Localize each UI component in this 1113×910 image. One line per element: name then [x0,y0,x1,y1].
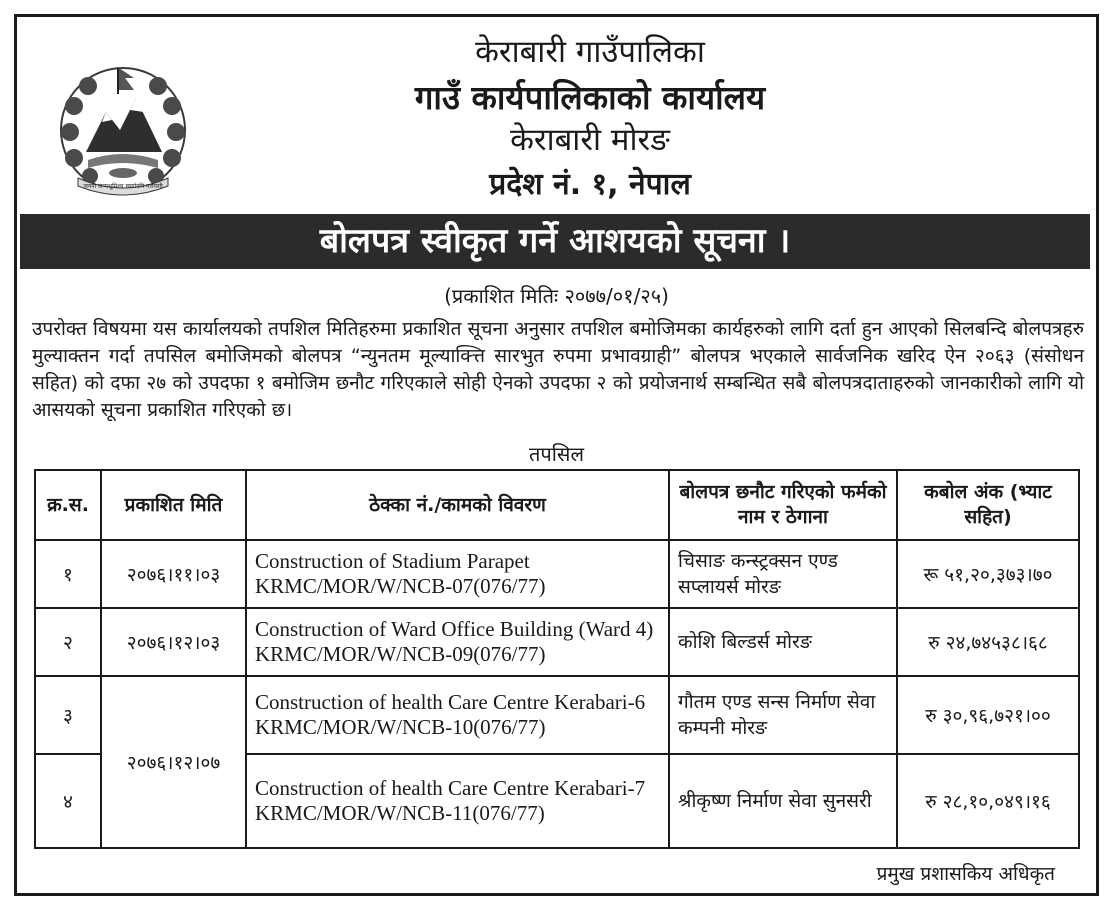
svg-text:जननी जन्मभूमिश्च स्वर्गादपि गर: जननी जन्मभूमिश्च स्वर्गादपि गरीयसी [83,183,163,190]
row-amount: रू ५१,२०,३७३।७० [897,540,1079,608]
table-header-row [35,470,1079,540]
office-name: गाउँ कार्यपालिकाको कार्यालय [414,78,766,117]
row-firm: गौतम एण्ड सन्स निर्माण सेवा कम्पनी मोरङ [669,676,897,754]
table-row [35,540,1079,608]
row-contract: Construction of Ward Office Building (Ward 4) KRMC/MOR/W/NCB-09(076/77) [246,608,669,676]
row-date: २०७६।१२।०३ [101,608,246,676]
header-firm: बोलपत्र छनौट गरिएको फर्मको नाम र ठेगाना [669,470,897,540]
row-contract: Construction of health Care Centre Kerabari-7 KRMC/MOR/W/NCB-11(076/77) [246,754,669,848]
row-date: २०७६।११।०३ [101,540,246,608]
table-row [35,676,1079,754]
row-sn: २ [35,608,101,676]
row-firm: कोशि बिल्डर्स मोरङ [669,608,897,676]
row-contract: Construction of health Care Centre Kerabari-6 KRMC/MOR/W/NCB-10(076/77) [246,676,669,754]
nepal-emblem-icon [48,60,198,200]
table-row [35,608,1079,676]
signatory-title: प्रमुख प्रशासकिय अधिकृत [876,863,1055,885]
row-sn: ३ [35,676,101,754]
header-amount: कबोल अंक (भ्याट सहित) [897,470,1079,540]
header-date: प्रकाशित मिति [101,470,246,540]
row-contract: Construction of Stadium Parapet KRMC/MOR/W/NCB-07(076/77) [246,540,669,608]
row-firm: चिसाङ कन्स्ट्रक्सन एण्ड सप्लायर्स मोरङ [669,540,897,608]
row-sn: १ [35,540,101,608]
row-firm: श्रीकृष्ण निर्माण सेवा सुनसरी [669,754,897,848]
row-amount: रु ३०,९६,७२१।०० [897,676,1079,754]
notice-paragraph: उपरोक्त विषयमा यस कार्यालयको तपशिल मितिहरुमा प्रकाशित सूचना अनुसार तपशिल बमोजिमका कार्यहरुको लागि दर्ता हुन आएको सिलबन्दि बोलपत्रहरु मुल्याक्तन गर्दा तपसिल बमोजिमको बोलपत्र “न्युनतम मूल्याक्त्ति सारभुत रुपमा प्रभावग्राही” बोलपत्र भएकाले सार्वजनिक खरिद ऐन २०६३ (संसोधन सहित) को दफा २७ को उपदफा १ बमोजिम छनौट गरिएकाले सोही ऐनको उपदफा २ को प्रयोजनार्थ सम्बन्धित सबै बोलपत्रदाताहरुको जानकारीको लागि यो आसयको सूचना प्रकाशित गरिएको छ। [32,318,1084,421]
municipality-name: केराबारी गाउँपालिका [475,34,705,70]
header-sn: क्र.स. [35,470,101,540]
header-contract: ठेक्का नं./कामको विवरण [246,470,669,540]
published-date: (प्रकाशित मितिः २०७७/०१/२५) [444,284,669,308]
row-sn: ४ [35,754,101,848]
bid-results-table [34,469,1080,849]
office-location: केराबारी मोरङ [510,122,670,158]
province-country: प्रदेश नं. १, नेपाल [489,167,691,202]
notice-title-banner: बोलपत्र स्वीकृत गर्ने आशयको सूचना । [20,214,1090,269]
details-label: तपसिल [528,442,585,466]
row-amount: रु २८,१०,०४९।१६ [897,754,1079,848]
row-date: २०७६।१२।०७ [101,676,246,848]
row-amount: रु २४,७४५३८।६८ [897,608,1079,676]
